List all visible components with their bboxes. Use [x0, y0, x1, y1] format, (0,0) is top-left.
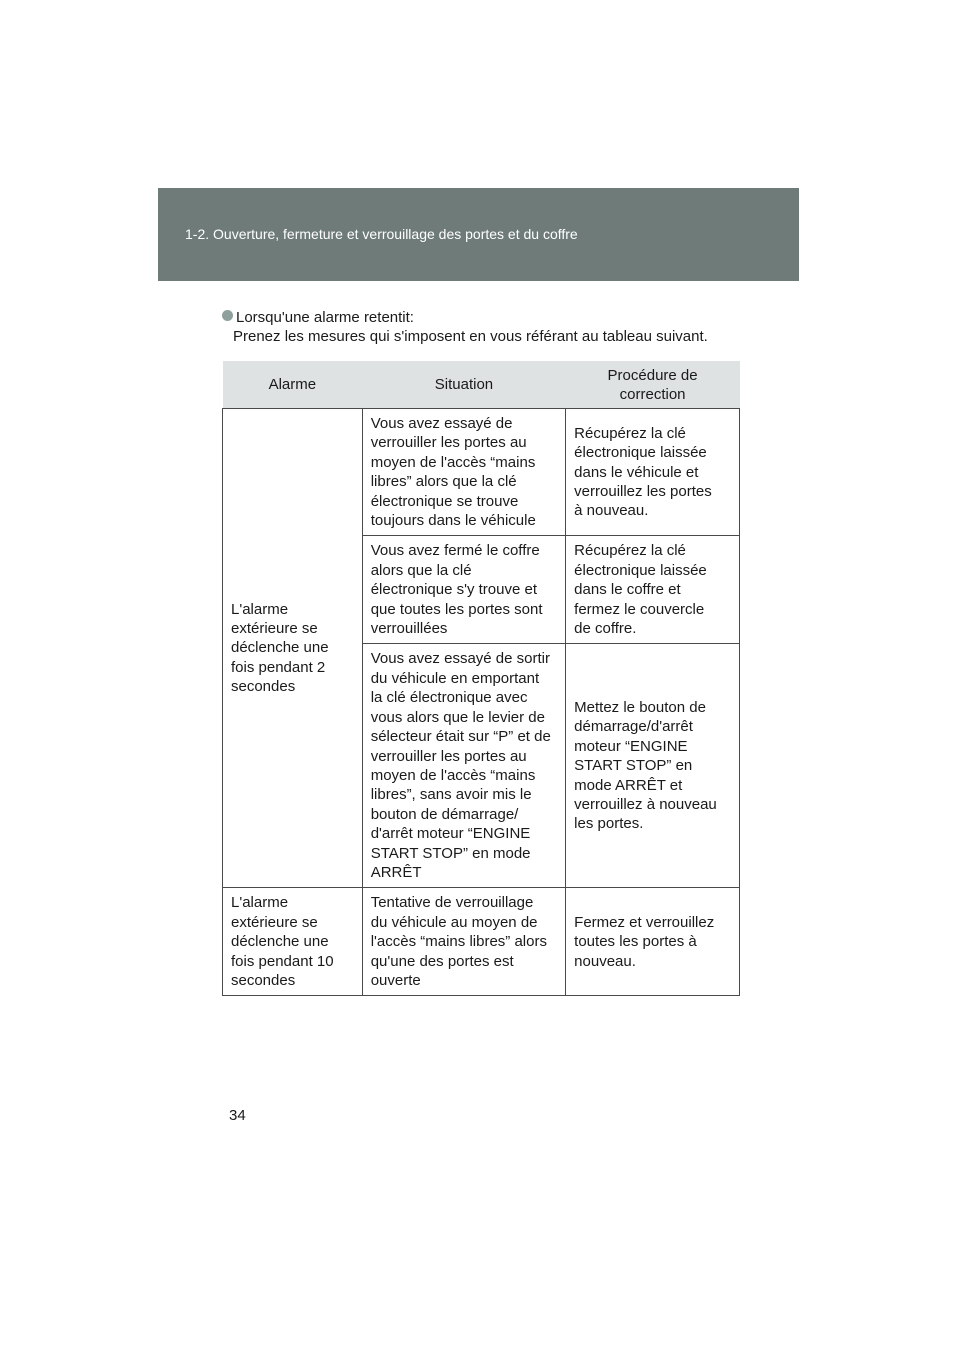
- header-alarm: Alarme: [223, 361, 363, 409]
- intro-title: Lorsqu'une alarme retentit:: [236, 309, 414, 326]
- situation-cell: Vous avez fermé le coffre alors que la clé électronique s'y trouve et que toutes les portes sont verrouillées: [362, 536, 565, 644]
- correction-cell: Fermez et verrouillez toutes les portes à nouveau.: [566, 888, 740, 996]
- header-situation: Situation: [362, 361, 565, 409]
- correction-cell: Mettez le bouton de démarrage/d'arrêt moteur “ENGINE START STOP” en mode ARRÊT et verrouillez à nouveau les portes.: [566, 644, 740, 888]
- correction-cell: Récupérez la clé électronique laissée dans le véhicule et verrouillez les portes à nouveau.: [566, 409, 740, 536]
- table-row: [223, 409, 740, 536]
- table-row: [223, 888, 740, 996]
- situation-cell: Vous avez essayé de sortir du véhicule en emportant la clé électronique avec vous alors que le levier de sélecteur était sur “P” et de verrouiller les portes au moyen de l'accès “mains libres”, sans avoir mis le bouton de démarrage/ d'arrêt moteur “ENGINE START STOP” en mode ARRÊT: [362, 644, 565, 888]
- correction-cell: Récupérez la clé électronique laissée dans le coffre et fermez le couvercle de coffre.: [566, 536, 740, 644]
- bullet-icon: [222, 310, 233, 321]
- page-number: 34: [229, 1107, 246, 1124]
- alarm-cell: L'alarme extérieure se déclenche une fois pendant 10 secondes: [223, 888, 363, 996]
- alarm-table: [222, 361, 740, 996]
- situation-cell: Tentative de verrouillage du véhicule au moyen de l'accès “mains libres” alors qu'une des portes est ouverte: [362, 888, 565, 996]
- intro-block: [222, 308, 782, 346]
- header-correction: Procédure de correction: [566, 361, 740, 409]
- section-title: 1-2. Ouverture, fermeture et verrouillage des portes et du coffre: [185, 226, 578, 242]
- alarm-cell: L'alarme extérieure se déclenche une fois pendant 2 secondes: [223, 409, 363, 888]
- intro-text: Prenez les mesures qui s'imposent en vous référant au tableau suivant.: [233, 328, 708, 345]
- table-header-row: [223, 361, 740, 409]
- situation-cell: Vous avez essayé de verrouiller les portes au moyen de l'accès “mains libres” alors que la clé électronique se trouve toujours dans le véhicule: [362, 409, 565, 536]
- section-header: [158, 188, 799, 281]
